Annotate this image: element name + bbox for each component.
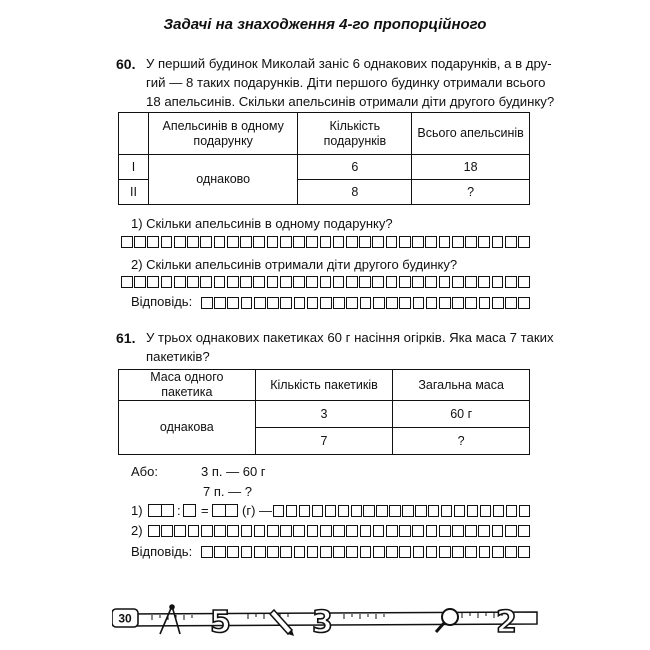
answer-cell[interactable] bbox=[161, 276, 173, 288]
table-header: Всього апельсинів bbox=[412, 113, 530, 155]
problem-61-number: 61. bbox=[116, 330, 136, 346]
step-2-label: 2) bbox=[131, 523, 143, 538]
table-shared-cell: однаково bbox=[148, 155, 298, 205]
answer-cell-row[interactable] bbox=[273, 505, 530, 517]
answer-cell[interactable] bbox=[518, 236, 530, 248]
answer-cell[interactable] bbox=[227, 236, 239, 248]
answer-cell[interactable] bbox=[412, 276, 424, 288]
answer-cell[interactable] bbox=[312, 505, 323, 517]
answer-cell[interactable] bbox=[267, 525, 279, 537]
table-cell: 8 bbox=[298, 180, 412, 205]
answer-cell[interactable] bbox=[452, 546, 464, 558]
step-1-label: 1) bbox=[131, 503, 143, 518]
answer-cell[interactable] bbox=[267, 297, 279, 309]
answer-cell[interactable] bbox=[320, 297, 332, 309]
answer-cell[interactable] bbox=[492, 525, 504, 537]
answer-cell[interactable] bbox=[492, 297, 504, 309]
answer-cell[interactable] bbox=[280, 525, 292, 537]
answer-cell[interactable] bbox=[188, 525, 200, 537]
answer-cell[interactable] bbox=[386, 236, 398, 248]
table-shared-cell: однакова bbox=[119, 401, 256, 455]
answer-cell[interactable] bbox=[518, 297, 530, 309]
answer-cell[interactable] bbox=[227, 297, 239, 309]
answer-cell[interactable] bbox=[214, 236, 226, 248]
answer-cell[interactable] bbox=[372, 236, 384, 248]
answer-cell[interactable] bbox=[505, 525, 517, 537]
answer-cell[interactable] bbox=[399, 525, 411, 537]
answer-cell[interactable] bbox=[299, 505, 310, 517]
answer-cell[interactable] bbox=[506, 505, 517, 517]
answer-cell[interactable] bbox=[254, 525, 266, 537]
answer-cell-row[interactable] bbox=[201, 297, 530, 309]
answer-cell[interactable] bbox=[479, 297, 491, 309]
answer-cell[interactable] bbox=[386, 525, 398, 537]
answer-cell[interactable] bbox=[306, 276, 318, 288]
answer-cell[interactable] bbox=[426, 546, 438, 558]
answer-cell[interactable] bbox=[452, 236, 464, 248]
table-cell: 3 bbox=[255, 401, 393, 428]
answer-cell[interactable] bbox=[307, 546, 319, 558]
problem-60-question-2: 2) Скільки апельсинів отримали діти другого будинку? bbox=[131, 257, 458, 272]
problem-60-question-1: 1) Скільки апельсинів в одному подарунку? bbox=[131, 216, 393, 231]
answer-cell[interactable] bbox=[240, 276, 252, 288]
answer-cell[interactable] bbox=[254, 546, 266, 558]
answer-cell[interactable] bbox=[346, 297, 358, 309]
table-header: Маса одного пакетика bbox=[119, 370, 256, 401]
answer-cell[interactable] bbox=[413, 297, 425, 309]
answer-cell[interactable] bbox=[320, 546, 332, 558]
footer-digit: 5 bbox=[210, 605, 231, 636]
answer-cell[interactable] bbox=[134, 276, 146, 288]
answer-cell[interactable] bbox=[227, 546, 239, 558]
answer-cell[interactable] bbox=[253, 276, 265, 288]
answer-cell[interactable] bbox=[294, 546, 306, 558]
answer-cell[interactable] bbox=[121, 276, 133, 288]
answer-cell[interactable] bbox=[174, 236, 186, 248]
answer-cell[interactable] bbox=[360, 546, 372, 558]
answer-cell[interactable] bbox=[465, 276, 477, 288]
problem-60-table bbox=[118, 112, 530, 205]
table-corner-cell bbox=[119, 113, 149, 155]
answer-cell[interactable] bbox=[399, 546, 411, 558]
answer-cell[interactable] bbox=[241, 525, 253, 537]
answer-cell[interactable] bbox=[465, 236, 477, 248]
answer-cell[interactable] bbox=[227, 276, 239, 288]
answer-cell[interactable] bbox=[187, 236, 199, 248]
answer-cell[interactable] bbox=[273, 505, 284, 517]
answer-cell[interactable] bbox=[241, 546, 253, 558]
answer-cell[interactable] bbox=[478, 276, 490, 288]
answer-cell[interactable] bbox=[121, 236, 133, 248]
answer-cell[interactable] bbox=[280, 297, 292, 309]
footer-ruler-decoration bbox=[112, 604, 542, 636]
answer-cell[interactable] bbox=[333, 525, 345, 537]
answer-cell[interactable] bbox=[426, 297, 438, 309]
answer-cell-row[interactable] bbox=[148, 525, 530, 537]
answer-cell[interactable] bbox=[412, 525, 424, 537]
step-1-result-input[interactable] bbox=[212, 504, 238, 517]
answer-cell[interactable] bbox=[174, 276, 186, 288]
answer-cell[interactable] bbox=[452, 525, 464, 537]
answer-cell[interactable] bbox=[376, 505, 387, 517]
step-1-equals-sign: = bbox=[201, 503, 209, 518]
answer-cell[interactable] bbox=[415, 505, 426, 517]
answer-cell[interactable] bbox=[386, 297, 398, 309]
answer-cell[interactable] bbox=[359, 236, 371, 248]
answer-cell[interactable] bbox=[439, 525, 451, 537]
problem-60-text-line: гий — 8 таких подарунків. Діти першого будинку отримали всього bbox=[146, 75, 546, 90]
answer-cell[interactable] bbox=[359, 276, 371, 288]
answer-cell[interactable] bbox=[253, 236, 265, 248]
answer-cell[interactable] bbox=[399, 236, 411, 248]
table-header: Кількість пакетиків bbox=[255, 370, 393, 401]
table-header: Кількість подарунків bbox=[298, 113, 412, 155]
answer-cell[interactable] bbox=[280, 546, 292, 558]
answer-cell[interactable] bbox=[360, 297, 372, 309]
answer-cell[interactable] bbox=[373, 297, 385, 309]
answer-cell[interactable] bbox=[493, 505, 504, 517]
answer-cell[interactable] bbox=[306, 236, 318, 248]
table-header: Апельсинів в одному подарунку bbox=[148, 113, 298, 155]
answer-cell[interactable] bbox=[505, 236, 517, 248]
table-cell: 7 bbox=[255, 428, 393, 455]
answer-cell[interactable] bbox=[346, 236, 358, 248]
short-note-line: 7 п. — ? bbox=[203, 484, 252, 499]
answer-cell[interactable] bbox=[307, 297, 319, 309]
answer-cell[interactable] bbox=[201, 546, 213, 558]
answer-cell[interactable] bbox=[373, 546, 385, 558]
problem-61-text-line: У трьох однакових пакетиках 60 г насіння огірків. Яка маса 7 таких bbox=[146, 330, 554, 345]
answer-cell[interactable] bbox=[307, 525, 319, 537]
answer-cell[interactable] bbox=[294, 297, 306, 309]
answer-cell[interactable] bbox=[478, 525, 490, 537]
footer-digit: 2 bbox=[496, 605, 517, 636]
answer-cell[interactable] bbox=[293, 236, 305, 248]
answer-cell[interactable] bbox=[372, 276, 384, 288]
row-label: I bbox=[119, 155, 149, 180]
abo-label: Або: bbox=[131, 464, 158, 479]
table-cell: 60 г bbox=[393, 401, 530, 428]
answer-cell[interactable] bbox=[480, 505, 491, 517]
answer-cell[interactable] bbox=[214, 546, 226, 558]
table-cell: 6 bbox=[298, 155, 412, 180]
answer-cell[interactable] bbox=[505, 276, 517, 288]
answer-cell[interactable] bbox=[293, 276, 305, 288]
answer-cell[interactable] bbox=[333, 297, 345, 309]
answer-cell-row[interactable] bbox=[201, 546, 530, 558]
table-cell: ? bbox=[393, 428, 530, 455]
answer-cell[interactable] bbox=[286, 505, 297, 517]
answer-cell[interactable] bbox=[519, 505, 530, 517]
answer-cell[interactable] bbox=[505, 297, 517, 309]
problem-60-text-line: У перший будинок Миколай заніс 6 однакових подарунків, а в дру- bbox=[146, 56, 552, 71]
answer-cell[interactable] bbox=[351, 505, 362, 517]
answer-cell[interactable] bbox=[267, 276, 279, 288]
answer-cell[interactable] bbox=[492, 276, 504, 288]
answer-cell[interactable] bbox=[413, 546, 425, 558]
answer-cell[interactable] bbox=[426, 525, 438, 537]
answer-cell[interactable] bbox=[200, 276, 212, 288]
answer-cell[interactable] bbox=[214, 525, 226, 537]
answer-cell[interactable] bbox=[452, 297, 464, 309]
row-label: II bbox=[119, 180, 149, 205]
table-cell: ? bbox=[412, 180, 530, 205]
answer-cell[interactable] bbox=[161, 525, 173, 537]
answer-cell[interactable] bbox=[214, 276, 226, 288]
answer-cell[interactable] bbox=[267, 546, 279, 558]
answer-cell[interactable] bbox=[293, 525, 305, 537]
answer-cell[interactable] bbox=[518, 546, 530, 558]
problem-61-table bbox=[118, 369, 530, 455]
answer-cell-row[interactable] bbox=[121, 276, 530, 288]
answer-cell[interactable] bbox=[267, 236, 279, 248]
answer-cell[interactable] bbox=[147, 236, 159, 248]
answer-cell[interactable] bbox=[240, 236, 252, 248]
answer-cell[interactable] bbox=[439, 546, 451, 558]
answer-cell[interactable] bbox=[147, 276, 159, 288]
answer-cell[interactable] bbox=[518, 525, 530, 537]
problem-60-answer-label: Відповідь: bbox=[131, 294, 193, 309]
answer-cell[interactable] bbox=[201, 297, 213, 309]
answer-cell[interactable] bbox=[174, 525, 186, 537]
answer-cell[interactable] bbox=[363, 505, 374, 517]
step-1-unit: (г) — bbox=[242, 503, 273, 518]
answer-cell[interactable] bbox=[280, 236, 292, 248]
problem-60-text-line: 18 апельсинів. Скільки апельсинів отримали діти другого будинку? bbox=[146, 94, 555, 109]
answer-cell[interactable] bbox=[454, 505, 465, 517]
answer-cell[interactable] bbox=[492, 236, 504, 248]
answer-cell[interactable] bbox=[201, 525, 213, 537]
answer-cell[interactable] bbox=[439, 236, 451, 248]
answer-cell[interactable] bbox=[333, 236, 345, 248]
answer-cell[interactable] bbox=[467, 505, 478, 517]
answer-cell[interactable] bbox=[333, 276, 345, 288]
answer-cell[interactable] bbox=[373, 525, 385, 537]
answer-cell[interactable] bbox=[227, 525, 239, 537]
answer-cell[interactable] bbox=[241, 297, 253, 309]
answer-cell[interactable] bbox=[280, 276, 292, 288]
answer-cell[interactable] bbox=[389, 505, 400, 517]
answer-cell[interactable] bbox=[320, 525, 332, 537]
answer-cell[interactable] bbox=[386, 546, 398, 558]
answer-cell-row[interactable] bbox=[121, 236, 530, 248]
answer-cell[interactable] bbox=[452, 276, 464, 288]
problem-61-text bbox=[146, 328, 554, 366]
answer-cell[interactable] bbox=[399, 297, 411, 309]
answer-cell[interactable] bbox=[254, 297, 266, 309]
table-cell: 18 bbox=[412, 155, 530, 180]
short-note-line: 3 п. — 60 г bbox=[201, 464, 266, 479]
step-1-input-b[interactable] bbox=[183, 504, 196, 517]
page-title: Задачі на знаходження 4-го пропорційного bbox=[163, 16, 487, 33]
step-1-divide-sign: : bbox=[177, 503, 181, 518]
page-number: 30 bbox=[118, 611, 132, 626]
answer-cell[interactable] bbox=[465, 297, 477, 309]
answer-cell[interactable] bbox=[478, 236, 490, 248]
answer-cell[interactable] bbox=[214, 297, 226, 309]
answer-cell[interactable] bbox=[428, 505, 439, 517]
answer-cell[interactable] bbox=[399, 276, 411, 288]
answer-cell[interactable] bbox=[161, 236, 173, 248]
problem-60-number: 60. bbox=[116, 56, 136, 72]
answer-cell[interactable] bbox=[187, 276, 199, 288]
footer-digit: 3 bbox=[312, 605, 333, 636]
answer-cell[interactable] bbox=[425, 276, 437, 288]
answer-cell[interactable] bbox=[134, 236, 146, 248]
answer-cell[interactable] bbox=[441, 505, 452, 517]
answer-cell[interactable] bbox=[402, 505, 413, 517]
problem-60-text bbox=[146, 54, 555, 111]
answer-cell[interactable] bbox=[333, 546, 345, 558]
answer-cell[interactable] bbox=[346, 276, 358, 288]
answer-cell[interactable] bbox=[386, 276, 398, 288]
answer-cell[interactable] bbox=[346, 546, 358, 558]
table-header: Загальна маса bbox=[393, 370, 530, 401]
step-1-input-a[interactable] bbox=[148, 504, 174, 517]
answer-cell[interactable] bbox=[425, 236, 437, 248]
answer-cell[interactable] bbox=[465, 525, 477, 537]
answer-cell[interactable] bbox=[200, 236, 212, 248]
answer-cell[interactable] bbox=[492, 546, 504, 558]
problem-61-answer-label: Відповідь: bbox=[131, 544, 193, 559]
answer-cell[interactable] bbox=[439, 297, 451, 309]
answer-cell[interactable] bbox=[320, 276, 332, 288]
answer-cell[interactable] bbox=[412, 236, 424, 248]
answer-cell[interactable] bbox=[479, 546, 491, 558]
problem-61-text-line: пакетиків? bbox=[146, 349, 210, 364]
answer-cell[interactable] bbox=[346, 525, 358, 537]
answer-cell[interactable] bbox=[338, 505, 349, 517]
answer-cell[interactable] bbox=[465, 546, 477, 558]
answer-cell[interactable] bbox=[148, 525, 160, 537]
answer-cell[interactable] bbox=[505, 546, 517, 558]
answer-cell[interactable] bbox=[320, 236, 332, 248]
answer-cell[interactable] bbox=[518, 276, 530, 288]
answer-cell[interactable] bbox=[360, 525, 372, 537]
answer-cell[interactable] bbox=[439, 276, 451, 288]
answer-cell[interactable] bbox=[325, 505, 336, 517]
